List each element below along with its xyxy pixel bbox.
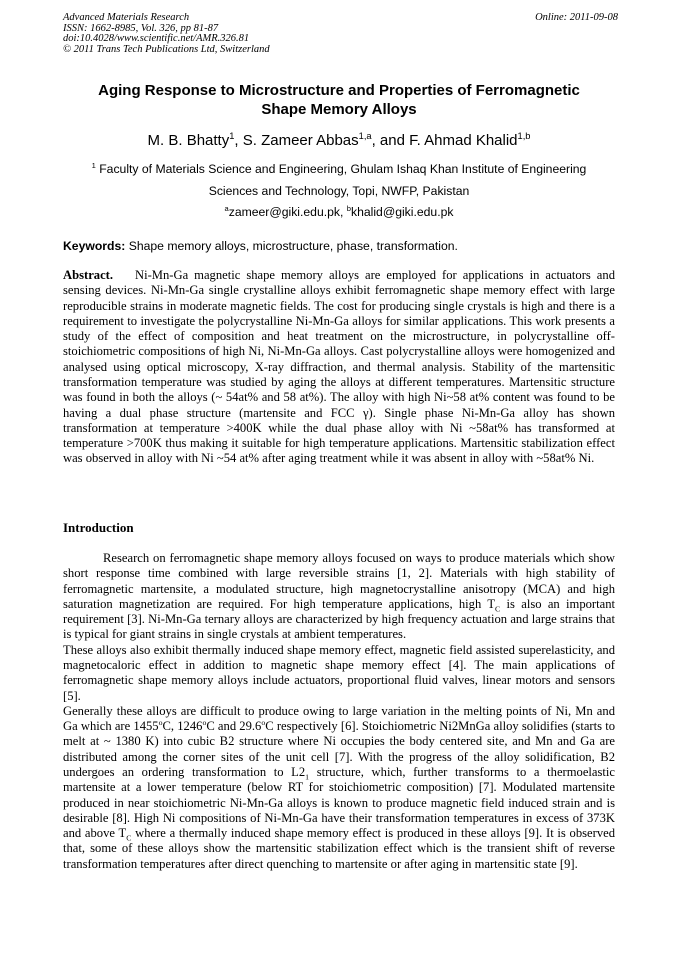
superscript: o (202, 717, 207, 727)
paper-title (63, 81, 615, 119)
paragraph-text: Generally these alloys are difficult to produce owing to large variation in the melting points of Ni, Mn and Ga which are 1455 (63, 703, 615, 734)
affiliation-marker: 1 (91, 160, 96, 170)
journal-name: Advanced Materials Research (63, 12, 190, 23)
author-list (63, 131, 615, 150)
paragraph (63, 704, 615, 872)
paragraph: These alloys also exhibit thermally induced shape memory effect, magnetic field assisted superelasticity, and magnetocaloric effect in addition to magnetic shape memory effect [4]. The main applications of ferromagnetic shape memory alloys include actuators, proportional fluid valves, linear motors and sensors [5]. (63, 642, 615, 703)
keywords-text: Shape memory alloys, microstructure, phase, transformation. (125, 239, 458, 253)
author-affiliation-marker: 1,b (517, 131, 531, 141)
superscript: o (261, 717, 266, 727)
subscript: 1 (305, 772, 310, 782)
abstract-label: Abstract. (63, 268, 114, 282)
paragraph-text: where a thermally induced shape memory effect is produced in these alloys [9]. It is observed that, some of these alloys show the martensitic stabilization effect which is the transient shift of reverse transformation temperatures after direct quenching to martensite or after aging in martensitic state [9]. (63, 826, 616, 871)
paragraph-text: C and 29.6 (206, 719, 262, 734)
keywords-label: Keywords: (63, 239, 126, 253)
introduction-body (63, 551, 615, 872)
subscript: C (126, 833, 132, 843)
superscript: o (158, 717, 163, 727)
author-separator: , (234, 132, 243, 149)
author-name: S. Zameer Abbas (242, 132, 359, 149)
journal-copyright: © 2011 Trans Tech Publications Ltd, Switzerland (63, 43, 270, 55)
keywords (63, 238, 615, 254)
paragraph-text: C, 1246 (162, 719, 203, 734)
paragraph-text: C respectively [6]. Stoichiometric Ni2MnGa alloy solidifies (starts to melt at ~ 1380 K) into cubic B2 structure where Ni occupies the body centered site, and Mn and Ga are distributed among the corner sites of the unit cell [7]. With the progress of the alloy solidification, B2 undergoes an ordering transformation to L2 (63, 719, 616, 779)
affiliation (63, 158, 615, 202)
paragraph-text: Research on ferromagnetic shape memory alloys focused on ways to produce materials which show short response time combined with large reversible strains [1, 2]. Materials with high stability of ferromagnetic martensite, a modulated structure, high magnetocrystalline anisotropy (MCA) and high saturation magnetization are required. For high temperature applications, high T (63, 551, 615, 611)
author-affiliation-marker: 1,a (358, 131, 372, 141)
paragraph-text: structure, which, further transforms to a thermoelastic martensite at a lower temperature (below RT for stoichiometric composition) [7]. Modulated martensite produced in near stoichiometric Ni-Mn-Ga alloys is known to produce magnetic field induced strain and is desirable [8]. High Ni compositions of Ni-Mn-Ga have their transformation temperatures in excess of 373K and above T (63, 764, 615, 841)
affiliation-line-1: Faculty of Materials Science and Engineering, Ghulam Ishaq Khan Institute of Engineering (95, 162, 587, 176)
email-marker-b: b (346, 203, 351, 213)
online-date: Online: 2011-09-08 (535, 12, 618, 23)
paragraph-text: is also an important requirement [3]. Ni-Mn-Ga ternary alloys are characterized by high frequency actuation and large strains that is typical for giant strains in single crystals at ambient temperatures. (63, 596, 615, 642)
paper-title-line-2: Shape Memory Alloys (261, 101, 417, 118)
introduction-heading: Introduction (63, 520, 134, 535)
affiliation-line-2: Sciences and Technology, Topi, NWFP, Pakistan (208, 184, 470, 198)
author-separator: , and (371, 132, 410, 149)
author-emails (63, 204, 615, 220)
author-name: M. B. Bhatty (147, 132, 230, 149)
paper-title-line-1: Aging Response to Microstructure and Properties of Ferromagnetic (98, 82, 580, 99)
abstract (63, 268, 615, 467)
journal-issn: ISSN: 1662-8985, Vol. 326, pp 81-87 (63, 22, 219, 34)
author-affiliation-marker: 1 (229, 131, 235, 141)
abstract-text: Ni-Mn-Ga magnetic shape memory alloys are employed for applications in actuators and sensing devices. Ni-Mn-Ga single crystalline alloys exhibit ferromagnetic shape memory effect with large reproducible strains in moderate magnetic fields. The cost for producing single crystals is high and there is a requirement to investigate the polycrystalline Ni-Mn-Ga alloys for similar applications. This work presents a study of the effect of composition and heat treatment on the microstructure, in polycrystalline off-stoichiometric compositions of high Ni, Ni-Mn-Ga alloys. Cast polycrystalline alloys were homogenized and analysed using optical microscopy, X-ray diffraction, and thermal analysis. Stability of the martensitic transformation temperature was studied by aging the alloys at different temperatures. Martensitic structure was found in both the alloys (~ 54at% and 58 at%). The alloy with high Ni~58 at% content was found to be having a dual phase structure (martensite and FCC γ). Single phase Ni-Mn-Ga alloy has shown transformation at temperature >400K while the dual phase alloy with Ni ~58at% has transformed at temperature >700K thus making it suitable for high temperature applications. Martensitic stabilization effect was observed in alloy with Ni ~54 at% after aging treatment while it was absent in alloy with ~58at% Ni. (63, 268, 615, 466)
author-name: F. Ahmad Khalid (409, 132, 518, 149)
email-link-a[interactable]: zameer@giki.edu.pk, (228, 205, 344, 219)
journal-doi: doi:10.4028/www.scientific.net/AMR.326.81 (63, 33, 250, 45)
subscript: C (495, 604, 501, 614)
email-link-b[interactable]: khalid@giki.edu.pk (350, 205, 454, 219)
journal-header (63, 13, 618, 55)
email-marker-a: a (224, 203, 229, 213)
paragraph (63, 551, 615, 643)
